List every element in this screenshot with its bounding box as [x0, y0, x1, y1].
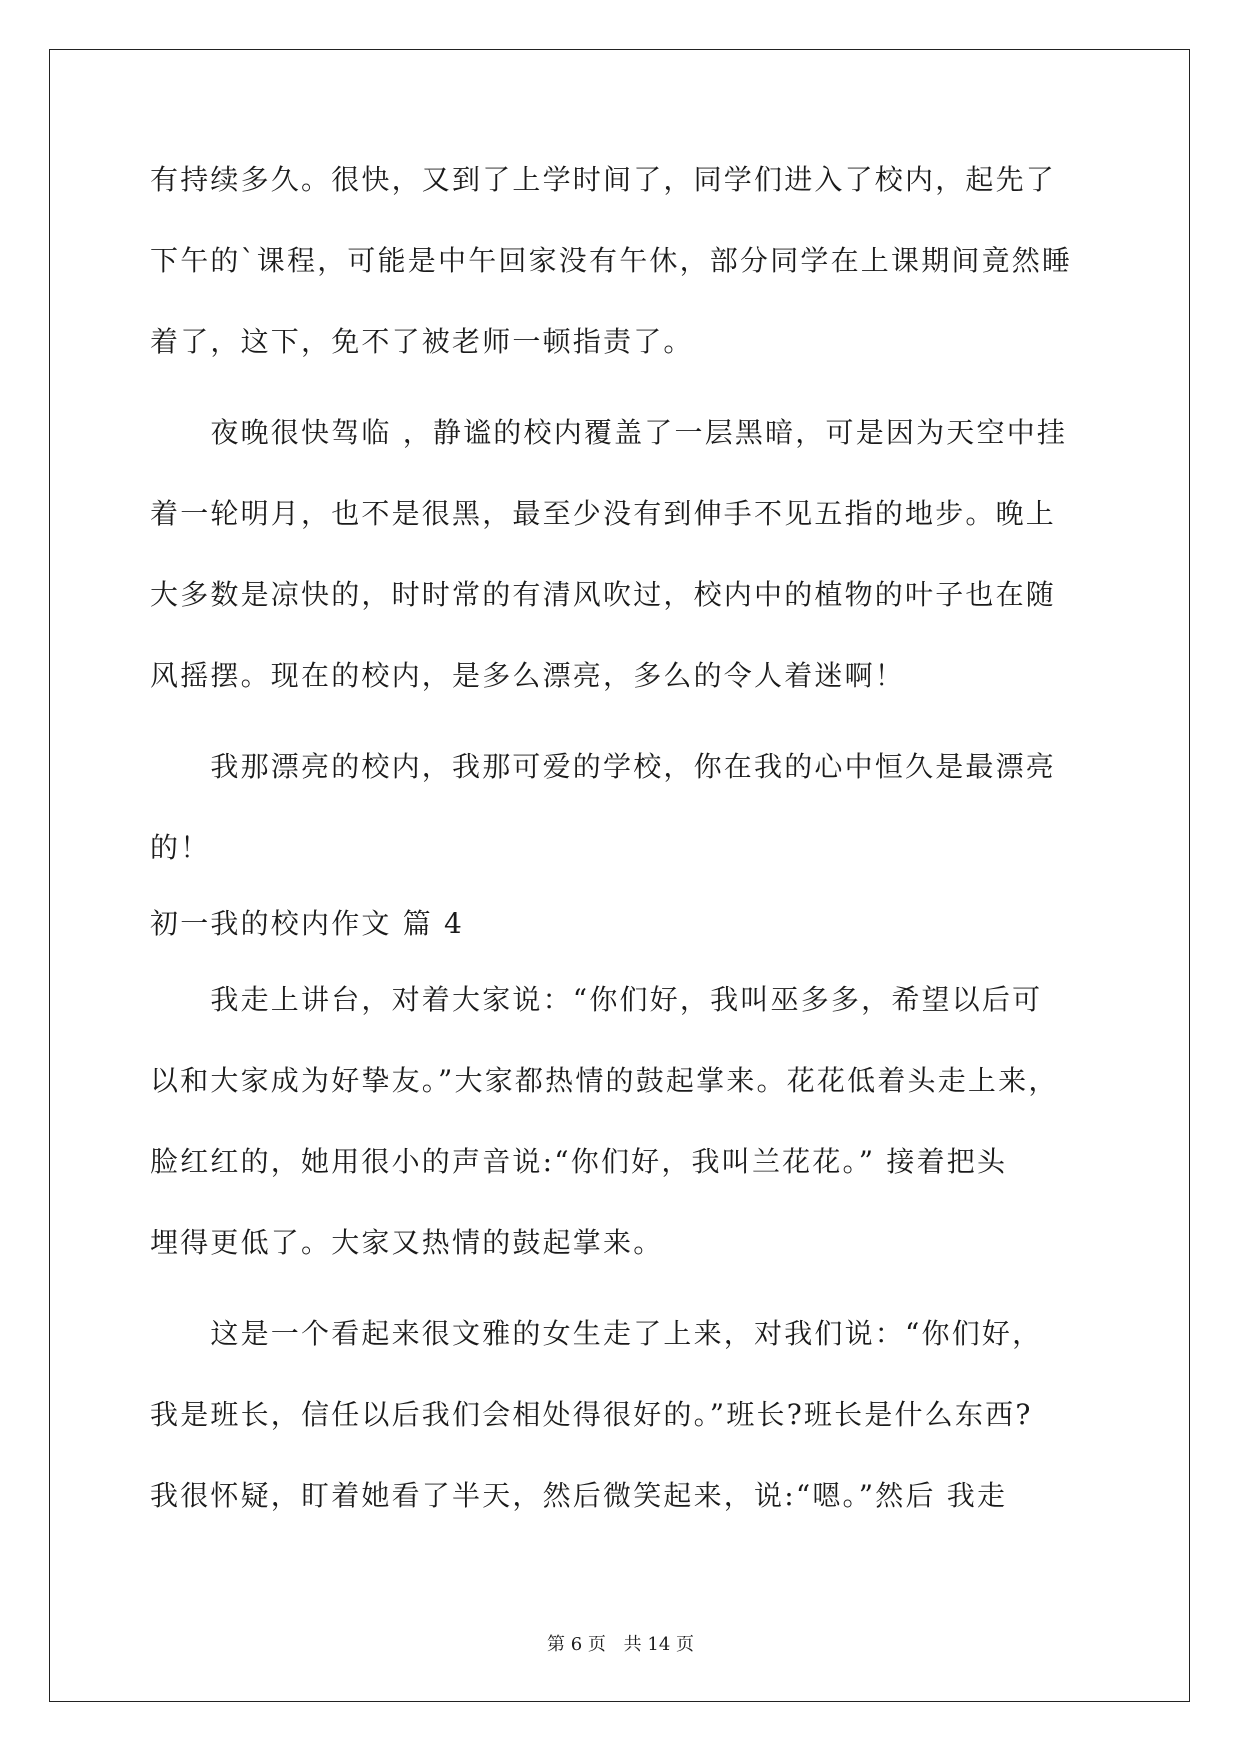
text-line: 脸红红的，她用很小的声音说:“你们好，我叫兰花花。” 接着把头 [150, 1145, 1008, 1178]
text-line: 这是一个看起来很文雅的女生走了上来，对我们说：“你们好， [150, 1317, 1043, 1350]
text-line: 夜晚很快驾临 ，静谧的校内覆盖了一层黑暗，可是因为天空中挂 [150, 416, 1068, 449]
text-line: 风摇摆。现在的校内，是多么漂亮，多么的令人着迷啊！ [150, 659, 906, 692]
text-line: 的！ [150, 831, 211, 864]
text-line: 我那漂亮的校内，我那可爱的学校，你在我的心中恒久是最漂亮 [150, 750, 1057, 783]
page-number: 第 6 页 [547, 1634, 606, 1655]
text-line: 我是班长，信任以后我们会相处得很好的。”班长?班长是什么东西? [150, 1398, 1033, 1431]
page-footer [0, 1630, 1241, 1656]
text-line: 着一轮明月，也不是很黑，最至少没有到伸手不见五指的地步。晚上 [150, 497, 1057, 530]
text-line: 着了，这下，免不了被老师一顿指责了。 [150, 325, 694, 358]
text-line: 埋得更低了。大家又热情的鼓起掌来。 [150, 1226, 664, 1259]
text-line: 下午的`课程，可能是中午回家没有午休，部分同学在上课期间竟然睡 [150, 244, 1073, 277]
section-heading: 初一我的校内作文 篇 4 [150, 907, 465, 940]
text-line: 我走上讲台，对着大家说：“你们好，我叫巫多多，希望以后可 [150, 983, 1043, 1016]
page-total: 共 14 页 [623, 1634, 694, 1655]
text-line: 我很怀疑，盯着她看了半天，然后微笑起来，说:“嗯。”然后 我走 [150, 1479, 1008, 1512]
page-border [49, 49, 1190, 1702]
text-line: 以和大家成为好挚友。”大家都热情的鼓起掌来。花花低着头走上来， [150, 1064, 1059, 1097]
text-line: 有持续多久。很快，又到了上学时间了，同学们进入了校内，起先了 [150, 163, 1057, 196]
text-line: 大多数是凉快的，时时常的有清风吹过，校内中的植物的叶子也在随 [150, 578, 1057, 611]
